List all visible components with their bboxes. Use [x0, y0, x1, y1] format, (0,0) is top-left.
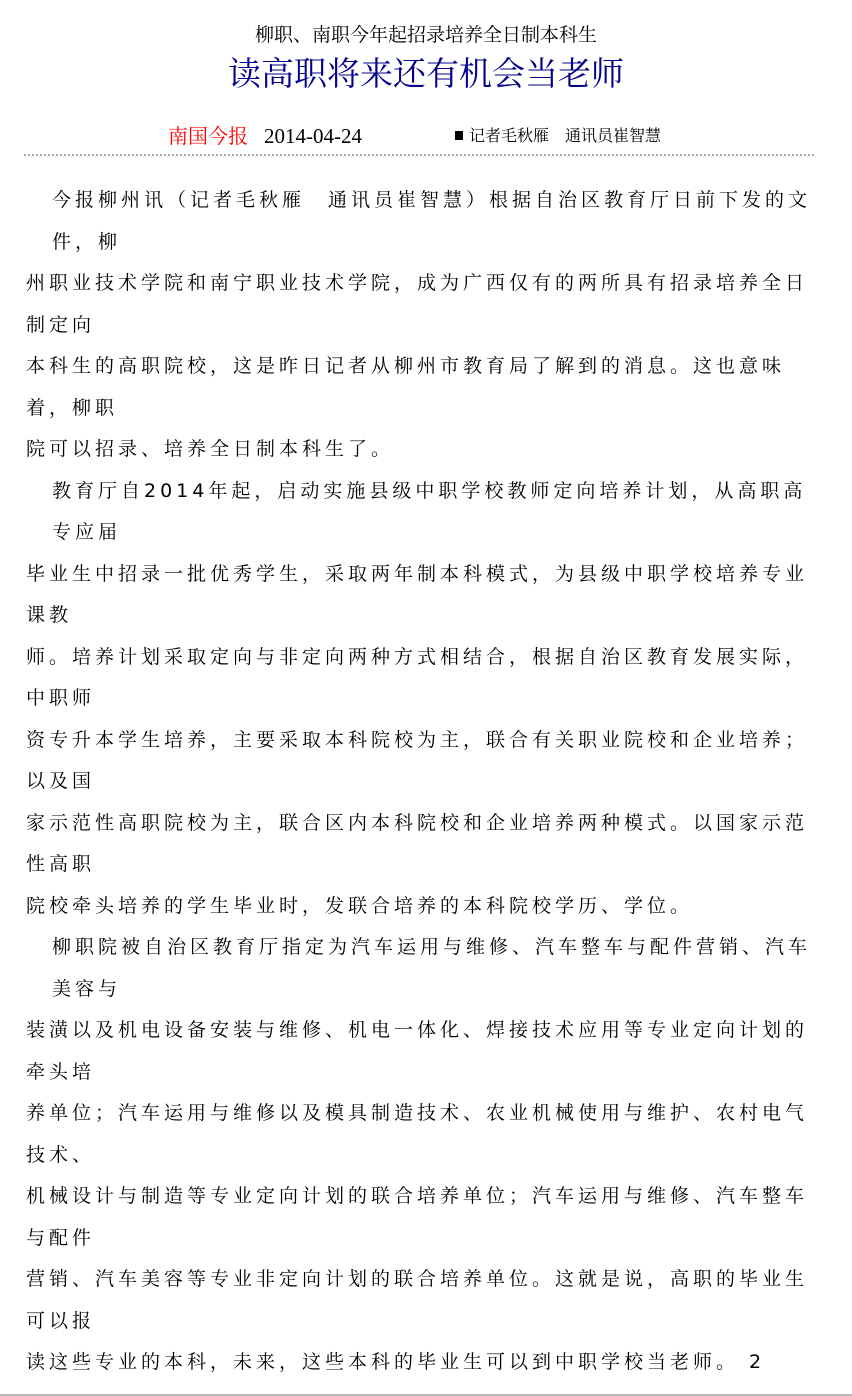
- publish-date: 2014-04-24: [264, 124, 362, 148]
- article-paragraph: [26, 927, 816, 1384]
- paragraph-line: 州职业技术学院和南宁职业技术学院，成为广西仅有的两所具有招录培养全日制定向: [26, 272, 809, 336]
- paragraph-line: 营销、汽车美容等专业非定向计划的联合培养单位。这就是说，高职的毕业生可以报: [26, 1268, 809, 1332]
- paragraph-line: 家示范性高职院校为主，联合区内本科院校和企业培养两种模式。以国家示范性高职: [26, 811, 809, 875]
- article-body: [26, 0, 816, 1394]
- article-paragraph: [26, 180, 816, 471]
- paragraph-line: 师。培养计划采取定向与非定向两种方式相结合，根据自治区教育发展实际，中职师: [26, 645, 809, 709]
- paragraph-line: 养单位；汽车运用与维修以及模具制造技术、农业机械使用与维护、农村电气技术、: [26, 1102, 809, 1166]
- paragraph-line: 读这些专业的本科，未来，这些本科的毕业生可以到中职学校当老师。 2: [26, 1351, 766, 1373]
- paragraph-line: 今报柳州讯（记者毛秋雁 通讯员崔智慧）根据自治区教育厅日前下发的文件，柳: [52, 189, 812, 253]
- paragraph-line: 资专升本学生培养，主要采取本科院校为主，联合有关职业院校和企业培养；以及国: [26, 728, 809, 792]
- author-text: 记者毛秋雁 通讯员崔智慧: [469, 126, 662, 145]
- article-title: 读高职将来还有机会当老师: [228, 54, 624, 93]
- paragraph-line: 机械设计与制造等专业定向计划的联合培养单位；汽车运用与维修、汽车整车与配件: [26, 1185, 809, 1249]
- paragraph-line: 院校牵头培养的学生毕业时，发联合培养的本科院校学历、学位。: [26, 894, 694, 917]
- article-paragraph: [26, 471, 816, 928]
- paragraph-line: 毕业生中招录一批优秀学生，采取两年制本科模式，为县级中职学校培养专业课教: [26, 562, 809, 626]
- paragraph-line: 装潢以及机电设备安装与维修、机电一体化、焊接技术应用等专业定向计划的牵头培: [26, 1019, 809, 1083]
- paragraph-line: 本科生的高职院校，这是昨日记者从柳州市教育局了解到的消息。这也意味着，柳职: [26, 355, 786, 419]
- paragraph-line: 院可以招录、培养全日制本科生了。: [26, 438, 395, 460]
- newspaper-source: 南国今报: [168, 124, 248, 148]
- article-subtitle: 柳职、南职今年起招录培养全日制本科生: [254, 24, 597, 46]
- paragraph-line: 教育厅自2014年起，启动实施县级中职学校教师定向培养计划，从高职高专应届: [52, 479, 807, 543]
- paragraph-line: 柳职院被自治区教育厅指定为汽车运用与维修、汽车整车与配件营销、汽车美容与: [52, 936, 812, 1000]
